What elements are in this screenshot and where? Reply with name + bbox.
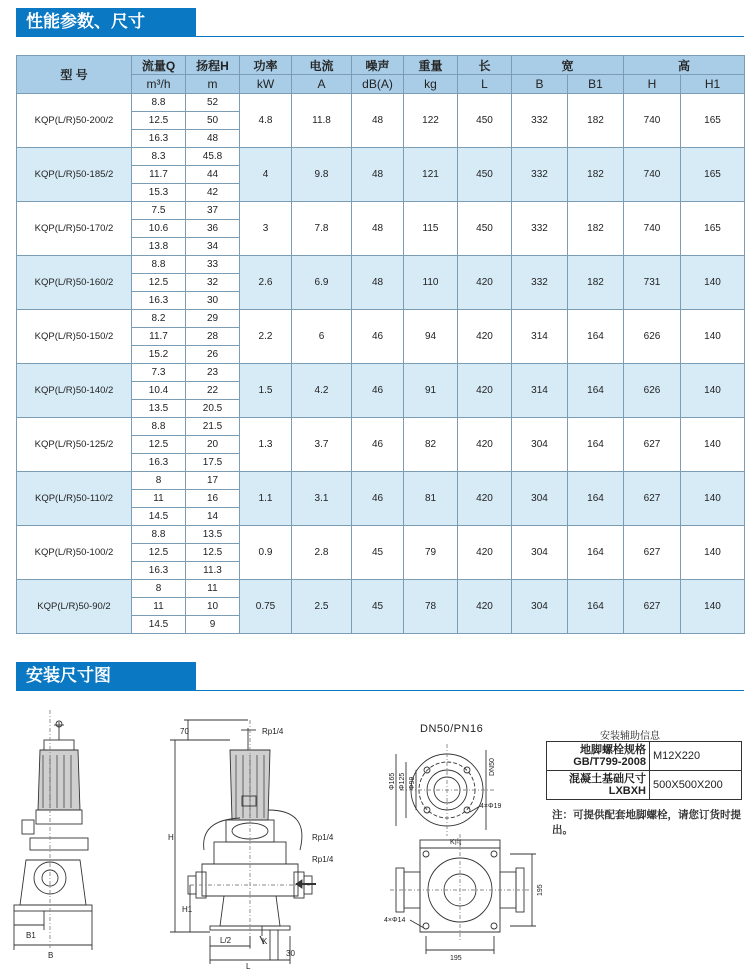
flow-cell: 14.5: [132, 508, 186, 526]
model-cell: KQP(L/R)50-185/2: [17, 148, 132, 202]
unit-b1: B1: [568, 75, 624, 94]
width-b-cell: 332: [512, 202, 568, 256]
head-cell: 32: [186, 274, 240, 292]
height-h-cell: 626: [624, 310, 681, 364]
length-cell: 450: [458, 148, 512, 202]
head-cell: 29: [186, 310, 240, 328]
height-h1-cell: 165: [681, 94, 745, 148]
head-cell: 52: [186, 94, 240, 112]
power-cell: 4.8: [240, 94, 292, 148]
power-cell: 1.3: [240, 418, 292, 472]
height-h-cell: 740: [624, 202, 681, 256]
weight-cell: 122: [404, 94, 458, 148]
spec-table-body: [17, 94, 745, 634]
length-cell: 420: [458, 310, 512, 364]
label-dim-B1: B1: [26, 931, 36, 940]
unit-b: B: [512, 75, 568, 94]
current-cell: 3.7: [292, 418, 352, 472]
head-cell: 30: [186, 292, 240, 310]
head-cell: 33: [186, 256, 240, 274]
label-dim-H: H: [168, 833, 174, 842]
height-h-cell: 626: [624, 364, 681, 418]
width-b-cell: 332: [512, 148, 568, 202]
power-cell: 2.6: [240, 256, 292, 310]
table-row: [17, 472, 745, 490]
pump-side-view: [170, 720, 316, 964]
head-cell: 9: [186, 616, 240, 634]
noise-cell: 48: [352, 202, 404, 256]
power-cell: 1.5: [240, 364, 292, 418]
weight-cell: 91: [404, 364, 458, 418]
head-cell: 11: [186, 580, 240, 598]
label-dim-B: B: [48, 951, 54, 960]
header-model: 型 号: [17, 56, 132, 94]
head-cell: 45.8: [186, 148, 240, 166]
head-cell: 21.5: [186, 418, 240, 436]
unit-h: H: [624, 75, 681, 94]
model-cell: KQP(L/R)50-170/2: [17, 202, 132, 256]
label-rp3: Rp1/4: [312, 855, 334, 864]
current-cell: 6: [292, 310, 352, 364]
flow-cell: 12.5: [132, 274, 186, 292]
width-b1-cell: 164: [568, 580, 624, 634]
flow-cell: 10.4: [132, 382, 186, 400]
label-dim-195a: 195: [450, 955, 462, 962]
height-h-cell: 731: [624, 256, 681, 310]
current-cell: 7.8: [292, 202, 352, 256]
model-cell: KQP(L/R)50-110/2: [17, 472, 132, 526]
flow-cell: 11: [132, 598, 186, 616]
table-row: [17, 364, 745, 382]
model-cell: KQP(L/R)50-160/2: [17, 256, 132, 310]
width-b-cell: 332: [512, 94, 568, 148]
height-h1-cell: 140: [681, 256, 745, 310]
head-cell: 20: [186, 436, 240, 454]
flow-cell: 11: [132, 490, 186, 508]
flow-cell: 8.8: [132, 526, 186, 544]
label-rp1: Rp1/4: [262, 727, 284, 736]
power-cell: 0.75: [240, 580, 292, 634]
current-cell: 2.8: [292, 526, 352, 580]
flow-cell: 15.3: [132, 184, 186, 202]
head-cell: 36: [186, 220, 240, 238]
flow-cell: 13.5: [132, 400, 186, 418]
height-h-cell: 627: [624, 418, 681, 472]
flow-cell: 8: [132, 472, 186, 490]
head-cell: 20.5: [186, 400, 240, 418]
label-holes14: 4×Φ14: [384, 917, 406, 924]
flow-cell: 14.5: [132, 616, 186, 634]
flow-cell: 13.8: [132, 238, 186, 256]
header-power: 功率: [240, 56, 292, 75]
weight-cell: 78: [404, 580, 458, 634]
table-row: [17, 580, 745, 598]
current-cell: 11.8: [292, 94, 352, 148]
weight-cell: 94: [404, 310, 458, 364]
length-cell: 450: [458, 202, 512, 256]
width-b1-cell: 164: [568, 418, 624, 472]
head-cell: 28: [186, 328, 240, 346]
head-cell: 50: [186, 112, 240, 130]
flow-cell: 12.5: [132, 544, 186, 562]
head-cell: 34: [186, 238, 240, 256]
noise-cell: 46: [352, 364, 404, 418]
head-cell: 48: [186, 130, 240, 148]
noise-cell: 46: [352, 310, 404, 364]
length-cell: 420: [458, 526, 512, 580]
table-row: [17, 418, 745, 436]
head-cell: 17.5: [186, 454, 240, 472]
current-cell: 4.2: [292, 364, 352, 418]
table-row: [17, 526, 745, 544]
head-cell: 26: [186, 346, 240, 364]
section-rule-2: [16, 690, 744, 691]
noise-cell: 46: [352, 418, 404, 472]
height-h-cell: 627: [624, 580, 681, 634]
label-dn50: DN50: [489, 758, 496, 776]
width-b1-cell: 182: [568, 94, 624, 148]
height-h1-cell: 140: [681, 472, 745, 526]
current-cell: 9.8: [292, 148, 352, 202]
noise-cell: 45: [352, 580, 404, 634]
flow-cell: 8.2: [132, 310, 186, 328]
flow-cell: 16.3: [132, 130, 186, 148]
head-cell: 22: [186, 382, 240, 400]
bolt-spec-value: M12X220: [650, 742, 742, 771]
height-h1-cell: 165: [681, 202, 745, 256]
label-dim-L2: L/2: [220, 936, 232, 945]
section-title-performance: 性能参数、尺寸: [16, 8, 196, 36]
flow-cell: 8.8: [132, 94, 186, 112]
height-h-cell: 627: [624, 472, 681, 526]
label-phi165: Φ165: [389, 772, 396, 790]
noise-cell: 48: [352, 148, 404, 202]
width-b-cell: 304: [512, 472, 568, 526]
label-dim-30: 30: [286, 949, 295, 958]
model-cell: KQP(L/R)50-100/2: [17, 526, 132, 580]
noise-cell: 48: [352, 94, 404, 148]
flow-cell: 8: [132, 580, 186, 598]
table-row: [17, 202, 745, 220]
model-cell: KQP(L/R)50-140/2: [17, 364, 132, 418]
noise-cell: 45: [352, 526, 404, 580]
width-b1-cell: 182: [568, 148, 624, 202]
flow-cell: 16.3: [132, 292, 186, 310]
flow-cell: 15.2: [132, 346, 186, 364]
header-flow: 流量Q: [132, 56, 186, 75]
head-cell: 13.5: [186, 526, 240, 544]
unit-head: m: [186, 75, 240, 94]
height-h1-cell: 165: [681, 148, 745, 202]
k-direction-view: [390, 834, 536, 954]
height-h-cell: 740: [624, 94, 681, 148]
head-cell: 44: [186, 166, 240, 184]
table-row: [17, 94, 745, 112]
flow-cell: 8.8: [132, 418, 186, 436]
noise-cell: 48: [352, 256, 404, 310]
height-h-cell: 627: [624, 526, 681, 580]
flow-cell: 11.7: [132, 328, 186, 346]
width-b-cell: 314: [512, 364, 568, 418]
width-b1-cell: 182: [568, 202, 624, 256]
width-b1-cell: 182: [568, 256, 624, 310]
width-b1-cell: 164: [568, 472, 624, 526]
install-note: 注：可提供配套地脚螺栓，请您订货时提出。: [552, 809, 741, 836]
flow-cell: 16.3: [132, 454, 186, 472]
power-cell: 4: [240, 148, 292, 202]
label-dim-70: 70: [180, 727, 189, 736]
flow-cell: 7.5: [132, 202, 186, 220]
header-noise: 噪声: [352, 56, 404, 75]
length-cell: 420: [458, 364, 512, 418]
head-cell: 11.3: [186, 562, 240, 580]
model-cell: KQP(L/R)50-150/2: [17, 310, 132, 364]
flow-cell: 7.3: [132, 364, 186, 382]
width-b1-cell: 164: [568, 364, 624, 418]
length-cell: 450: [458, 94, 512, 148]
label-rp2: Rp1/4: [312, 833, 334, 842]
current-cell: 3.1: [292, 472, 352, 526]
header-weight: 重量: [404, 56, 458, 75]
power-cell: 0.9: [240, 526, 292, 580]
install-info-table: [546, 741, 742, 800]
model-cell: KQP(L/R)50-200/2: [17, 94, 132, 148]
width-b-cell: 304: [512, 526, 568, 580]
base-size-value: 500X500X200: [650, 771, 742, 800]
installation-drawing: [0, 700, 548, 974]
flow-cell: 8.3: [132, 148, 186, 166]
height-h-cell: 740: [624, 148, 681, 202]
unit-weight: kg: [404, 75, 458, 94]
base-size-label: 混凝土基础尺寸 LXBXH: [547, 771, 650, 800]
table-row: [17, 256, 745, 274]
unit-current: A: [292, 75, 352, 94]
power-cell: 1.1: [240, 472, 292, 526]
label-kdir: K向: [450, 839, 462, 846]
flow-cell: 12.5: [132, 436, 186, 454]
head-cell: 10: [186, 598, 240, 616]
width-b1-cell: 164: [568, 526, 624, 580]
label-phi99: Φ99: [409, 776, 416, 790]
current-cell: 2.5: [292, 580, 352, 634]
head-cell: 42: [186, 184, 240, 202]
unit-power: kW: [240, 75, 292, 94]
flow-cell: 11.7: [132, 166, 186, 184]
weight-cell: 115: [404, 202, 458, 256]
label-phi125: Φ125: [399, 772, 406, 790]
header-width: 宽: [512, 56, 624, 75]
current-cell: 6.9: [292, 256, 352, 310]
height-h1-cell: 140: [681, 310, 745, 364]
head-cell: 16: [186, 490, 240, 508]
head-cell: 23: [186, 364, 240, 382]
label-dim-H1: H1: [182, 905, 193, 914]
pump-front-view: [14, 710, 92, 950]
head-cell: 17: [186, 472, 240, 490]
power-cell: 2.2: [240, 310, 292, 364]
spec-table: [16, 55, 745, 634]
length-cell: 420: [458, 580, 512, 634]
height-h1-cell: 140: [681, 364, 745, 418]
weight-cell: 79: [404, 526, 458, 580]
height-h1-cell: 140: [681, 526, 745, 580]
unit-noise: dB(A): [352, 75, 404, 94]
head-cell: 12.5: [186, 544, 240, 562]
width-b-cell: 304: [512, 418, 568, 472]
label-holes19: 4×Φ19: [480, 803, 502, 810]
length-cell: 420: [458, 472, 512, 526]
weight-cell: 82: [404, 418, 458, 472]
install-info-title: 安装辅助信息: [600, 731, 660, 742]
flow-cell: 8.8: [132, 256, 186, 274]
width-b-cell: 314: [512, 310, 568, 364]
flow-cell: 12.5: [132, 112, 186, 130]
width-b-cell: 304: [512, 580, 568, 634]
section-title-install: 安装尺寸图: [16, 662, 196, 690]
bolt-spec-label: 地脚螺栓规格 GB/T799-2008: [547, 742, 650, 771]
flange-spec-label: DN50/PN16: [420, 723, 484, 735]
width-b1-cell: 164: [568, 310, 624, 364]
label-dim-195b: 195: [537, 884, 544, 896]
unit-length: L: [458, 75, 512, 94]
length-cell: 420: [458, 418, 512, 472]
label-dim-K: K: [262, 937, 268, 946]
header-current: 电流: [292, 56, 352, 75]
height-h1-cell: 140: [681, 418, 745, 472]
weight-cell: 121: [404, 148, 458, 202]
table-row: [17, 148, 745, 166]
noise-cell: 46: [352, 472, 404, 526]
model-cell: KQP(L/R)50-90/2: [17, 580, 132, 634]
height-h1-cell: 140: [681, 580, 745, 634]
header-head: 扬程H: [186, 56, 240, 75]
label-dim-L: L: [246, 962, 251, 971]
flow-cell: 16.3: [132, 562, 186, 580]
header-length: 长: [458, 56, 512, 75]
table-row: [17, 310, 745, 328]
section-rule: [16, 36, 744, 37]
unit-flow: m³/h: [132, 75, 186, 94]
model-cell: KQP(L/R)50-125/2: [17, 418, 132, 472]
flow-cell: 10.6: [132, 220, 186, 238]
header-height: 高: [624, 56, 745, 75]
width-b-cell: 332: [512, 256, 568, 310]
head-cell: 14: [186, 508, 240, 526]
weight-cell: 81: [404, 472, 458, 526]
power-cell: 3: [240, 202, 292, 256]
head-cell: 37: [186, 202, 240, 220]
unit-h1: H1: [681, 75, 745, 94]
length-cell: 420: [458, 256, 512, 310]
weight-cell: 110: [404, 256, 458, 310]
